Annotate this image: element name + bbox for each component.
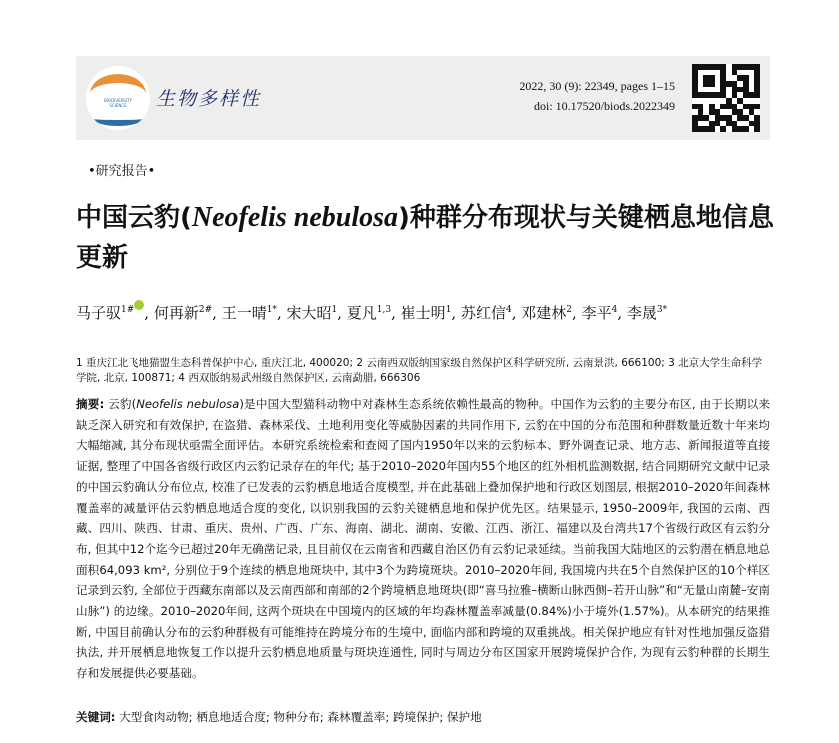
logo-text: BIODIVERSITY SCIENCE xyxy=(104,98,132,108)
abstract: 摘要: 云豹(Neofelis nebulosa)是中国大型猫科动物中对森林生态系统依赖性最高的物种。中国作为云豹的主要分布区, 由于长期以来缺乏深入研究和有效保护, 在盗猎、森林采伐、土地利用变化等威胁因素的共同作用下, 云豹在中国的分布范围和种群数量近数十年来均大幅缩减, 其分布现状亟需全面评估。本研究系统检索和查阅了国内1950年以来的云豹标本、野外调查记录、地方志、新闻报道等直接证据, 整理了中国各省级行政区内云豹记录存在的年代; 基于2010–2020年国内55个地区的红外相机监测数据, 结合同期研究文献中记录的中国云豹确认分布位点, 校准了已发表的云豹栖息地适合度模型, 并在此基础上叠加保护地和行政区划图层, 根据2010–2020年间森林覆盖率的减量评估云豹栖息地适合度的变化, 以识别我国的云豹关键栖息地和保护优先区。结果显示, 1950–2009年, 我国的云南、西藏、四川、陕西、甘肃、重庆、贵州、广西、广东、海南、湖北、湖南、安徽、江西、浙江、福建以及台湾共17个省级行政区有云豹分布, 但其中12个迄今已超过20年无确凿记录, 且目前仅在云南省和西藏自治区仍有云豹记录延续。当前我国大陆地区的云豹潜在栖息地总面积64,093 km², 分别位于9个连续的栖息地斑块中, 其中3个为跨境斑块。2010–2020年间, 我国境内共在5个自然保护区的10个样区记录到云豹, 全部位于西藏东南部以及云南西部和南部的2个跨境栖息地斑块(即“喜马拉雅–横断山脉西侧–若开山脉”和“无量山南麓–安南山脉”) 的边缘。2010–2020年间, 这两个斑块在中国境内的区域的年均森林覆盖率减量(0.84%)小于境外(1.57%)。从本研究的结果推断, 中国目前确认分布的云豹种群极有可能维持在跨境分布的生境中, 面临内部和跨境的双重挑战。相关保护地应有针对性地加强反盗猎执法, 并开展栖息地恢复工作以提升云豹栖息地质量与斑块连通性, 同时与周边分布区国家开展跨境保护合作, 为现有云豹种群的长期生存和发展提供必要基础。 xyxy=(76,397,770,681)
doi-link[interactable]: doi: 10.17520/biods.2022349 xyxy=(533,99,675,113)
article-title: 中国云豹(Neofelis nebulosa)种群分布现状与关键栖息地信息更新 xyxy=(76,202,774,273)
author[interactable]: 苏红信 xyxy=(460,304,506,322)
orcid-icon[interactable] xyxy=(134,300,144,310)
author[interactable]: 马子驭 xyxy=(76,304,122,322)
author[interactable]: 宋大昭 xyxy=(286,304,332,322)
journal-logo xyxy=(86,66,150,130)
journal-name: 生物多样性 xyxy=(156,88,262,110)
author[interactable]: 何再新 xyxy=(153,304,199,322)
keywords-label: 关键词: xyxy=(76,710,116,724)
journal-header xyxy=(76,56,770,140)
species-latin-name: Neofelis nebulosa xyxy=(191,202,398,233)
author-list: 马子驭$^{1\#}$ , 何再新$^{2\#}$, 王一晴$^{1*}$, 宋大昭$^1$, 夏凡$^{1,3}$, 崔士明$^1$, 苏红信$^4$, 邓建林$^2$, 李平$^4$, 李晟$^{3*}$ xyxy=(76,296,776,327)
abstract-label: 摘要: xyxy=(76,397,105,411)
author[interactable]: 夏凡 xyxy=(346,304,377,322)
author[interactable]: 李平 xyxy=(581,304,612,322)
logo-arc-blue xyxy=(94,112,142,126)
section-label: •研究报告• xyxy=(88,164,156,179)
citation: 2022, 30 (9): 22349, pages 1–15 xyxy=(519,79,675,93)
author[interactable]: 李晟 xyxy=(626,304,657,322)
citation-info xyxy=(519,76,675,116)
logo-arc-orange xyxy=(90,74,146,114)
author[interactable]: 王一晴 xyxy=(221,304,267,322)
author[interactable]: 邓建林 xyxy=(521,304,567,322)
affiliations: 1 重庆江北飞地猫盟生态科普保护中心, 重庆江北, 400020; 2 云南西双版纳国家级自然保护区科学研究所, 云南景洪, 666100; 3 北京大学生命科学学院, 北京, 100871; 4 西双版纳易武州级自然保护区, 云南勐腊, 666306 xyxy=(76,357,763,384)
qr-code-icon[interactable] xyxy=(692,64,760,132)
keywords: 关键词: 大型食肉动物; 栖息地适合度; 物种分布; 森林覆盖率; 跨境保护; 保护地 xyxy=(76,710,482,724)
author[interactable]: 崔士明 xyxy=(400,304,446,322)
